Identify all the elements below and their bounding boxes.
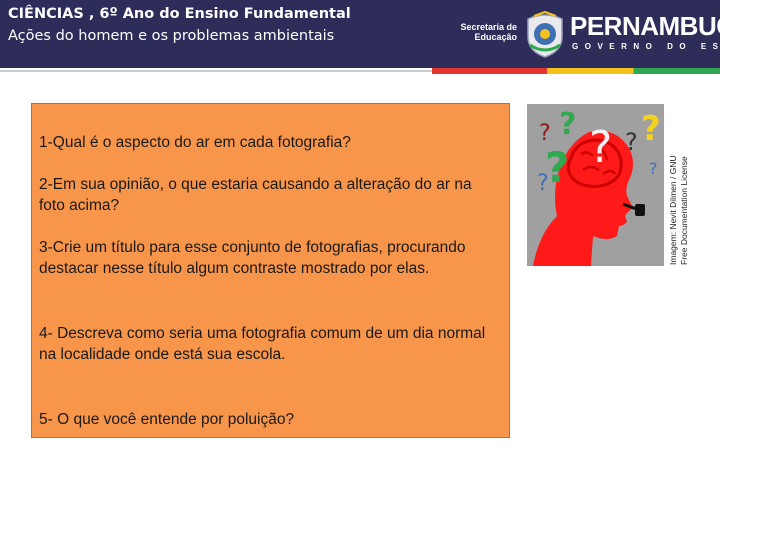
secretaria-educacao-logo-text: Secretaria de Educação xyxy=(460,22,517,42)
svg-text:?: ? xyxy=(649,159,658,178)
pernambuco-seal-icon xyxy=(522,9,568,59)
svg-text:?: ? xyxy=(545,143,570,192)
svg-text:?: ? xyxy=(539,121,551,146)
lesson-title: CIÊNCIAS , 6º Ano do Ensino Fundamental xyxy=(8,6,351,22)
question-2: 2-Em sua opinião, o que estaria causando a alteração do ar na foto acima? xyxy=(39,176,472,214)
header-color-stripe xyxy=(0,68,720,74)
svg-text:?: ? xyxy=(641,109,661,149)
header-bar xyxy=(0,0,773,68)
lesson-subtitle: Ações do homem e os problemas ambientais xyxy=(8,28,335,44)
questions-box xyxy=(31,103,510,438)
question-4: 4- Descreva como seria uma fotografia comum de um dia normal na localidade onde está sua escola. xyxy=(39,325,486,363)
governo-do-estado-text: GOVERNO DO ESTADO xyxy=(572,42,773,51)
question-5: 5- O que você entende por poluição? xyxy=(39,411,295,428)
question-1: 1-Qual é o aspecto do ar em cada fotografia? xyxy=(39,134,351,151)
svg-text:?: ? xyxy=(625,128,638,156)
svg-text:?: ? xyxy=(589,122,613,173)
question-3: 3-Crie um título para esse conjunto de fotografias, procurando destacar nesse título algum contraste mostrado por elas. xyxy=(39,239,466,277)
svg-text:?: ? xyxy=(559,107,577,142)
image-credit: Imagem: Nevit Dilmen / GNU Free Documentation License xyxy=(668,155,689,265)
pernambuco-logo-text: PERNAMBUCO xyxy=(570,11,755,41)
svg-text:?: ? xyxy=(537,171,549,196)
thinking-person-question-marks-icon xyxy=(527,104,664,266)
